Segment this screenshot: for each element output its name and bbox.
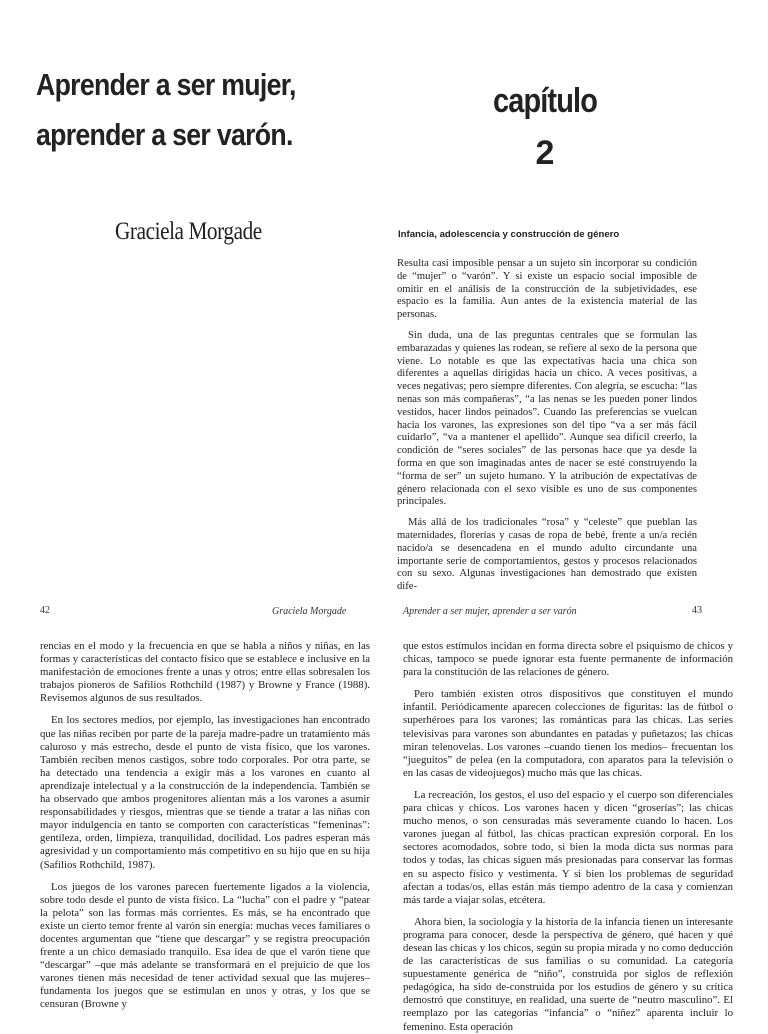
paragraph: Sin duda, una de las preguntas centrales que se formulan las embarazadas y quienes las rodean, se refiere al sexo de la persona que viene. Lo notable es que las expectativas hacia una chica son diferentes a aquellas dirigidas hacia un chico. A veces positivas, a veces negativas; pero siempre diferentes. Con alegría, se escucha: “las nenas son más compañeras”, “a las nenas se les pueden poner lindos vestidos, hacer lindos peinados”. Cuando las preferencias se vuelcan hacia los varones, las expresiones son del tipo “va a ser más fácil cuidarlo”, “va a mantener el apellido”. Aunque sea difícil creerlo, la condición de “seres sociales” de las personas hace que ya desde la forma en que son imaginadas antes de nacer se esté construyendo la “forma de ser” un sujeto humano. Y la atribución de expectativas de género relacionada con el sexo visible es uno de sus componentes principales. [397, 329, 697, 508]
paragraph: Más allá de los tradicionales “rosa” y “celeste” que pueblan las maternidades, florerías y casas de ropa de bebé, frente a un/a recién nacido/a se desencadena en el mundo adulto circundante una importante serie de comportamientos, gestos y procesos relacionados con su sexo. Algunas investigaciones han demostrado que existen dife- [397, 517, 697, 593]
book-title [36, 60, 320, 160]
chapter-label: capítulo [493, 82, 597, 120]
paragraph: La recreación, los gestos, el uso del espacio y el cuerpo son diferenciales para chicas y chicos. Los varones hacen y dicen “groserías”; las chicas mucho menos, o son censuradas más severamente cuando lo hacen. Los varones juegan al fútbol, las chicas practican expresión corporal. En los sectores acomodados, sobre todo, si bien la moda dicta sus normas para todos y todas, las chicas siguen más presionadas para conservar las formas en su aspecto físico y vestimenta. Y si bien los problemas de seguridad afectan a todas/os, ellas están más tiempo adentro de la casa y comienzan más tarde a viajar solas, etcétera. [403, 788, 733, 906]
paragraph: Resulta casi imposible pensar a un sujeto sin incorporar su condición de “mujer” o “varón”. Y si existe un espacio social imposible de omitir en el análisis de la construcción de la subjetividades, ese espacio es la familia. Aun antes de la existencia material de las personas. [397, 258, 697, 321]
page-number-right: 43 [692, 605, 702, 616]
running-head-left: Graciela Morgade [272, 606, 347, 617]
paragraph: En los sectores medios, por ejemplo, las investigaciones han encontrado que las niñas reciben por parte de la pareja madre-padre un tratamiento más caluroso y más estrecho, desde el punto de vista físico, que los varones. También reciben menos castigos, sobre todo corporales. Por otra parte, se ha detectado una tendencia a exigir más a los varones en cuanto al aprendizaje intelectual y a la construcción de la independencia. También se ha observado que ambos progenitores alientan más a los varones a asumir responsabilidades y riesgos, mientras que se tiende a tratar a las niñas con mayor indulgencia en tanto se comporten con características “femeninas”: gentileza, orden, limpieza, tranquilidad, docilidad. Los padres esperan más agresividad y un comportamiento más competitivo en su hijo que en su hija (Safilios Rothchild, 1987). [40, 714, 370, 871]
paragraph: Los juegos de los varones parecen fuertemente ligados a la violencia, sobre todo desde el punto de vista físico. La “lucha” con el padre y “patear la pelota” son las formas más corrientes. Es más, se ha encontrado que existe un cierto temor frente al varón sin energía: muchas veces familiares o docentes argumentan que “tiene que descargar” y se registra preocupación frente a un chico demasiado tranquilo. Esa idea de que el varón tiene que “descargar” –que más adelante se transformará en el prejuicio de que los varones tienen más necesidad de tener actividad sexual que las mujeres– fundamenta los juegos que se estimulan en unos y otras, y los que se censuran (Browne y [40, 880, 370, 1011]
book-title-line-1: Aprender a ser mujer, [36, 67, 296, 102]
page-number-left: 42 [40, 605, 50, 616]
chapter-number: 2 [535, 134, 555, 172]
right-page-text [403, 640, 733, 1033]
section-heading: Infancia, adolescencia y construcción de género [398, 229, 620, 240]
book-title-line-2: aprender a ser varón. [36, 117, 293, 152]
running-head-right: Aprender a ser mujer, aprender a ser varón [403, 606, 577, 617]
left-page-text [40, 640, 370, 1024]
paragraph: que estos estímulos incidan en forma directa sobre el psiquismo de chicos y chicas, tampoco se puede ignorar esta fuente permanente de información para la constitución de las relaciones de género. [403, 640, 733, 679]
paragraph: rencias en el modo y la frecuencia en que se habla a niños y niñas, en las formas y características del contacto físico que se establece e inclusive en la manifestación de emociones frente a unas y otros; entre ellas sobresalen los trabajos pioneros de Safilios Rothchild (1987) y Browne y France (1988). Revisemos algunos de sus resultados. [40, 640, 370, 705]
paragraph: Pero también existen otros dispositivos que constituyen el mundo infantil. Periódicamente aparecen colecciones de figuritas: las de fútbol o superhéroes para los varones; las románticas para las chicas. Las series televisivas para varones son abundantes en patadas y puñetazos; las chicas miran telenovelas. Los varones –cuando tienen los medios– frecuentan los “jueguitos” de pelea (en la computadora, con aparatos para la televisión o en las casas de videojuegos) mucho más que las chicas. [403, 688, 733, 779]
author-name: Graciela Morgade [115, 218, 262, 245]
paragraph: Ahora bien, la sociología y la historia de la infancia tienen un interesante programa para conocer, desde la perspectiva de género, qué hacen y qué desean las chicas y los chicos, según su propia mirada y no como deducción de las características de sus familias o su comunidad. La categoría supuestamente genérica de “niño”, construida por siglos de reflexión pedagógica, ha sido de-construida por los estudios de género y su crítica demostró que constituye, en realidad, una suerte de “neutro masculino”. El reemplazo por las categorías “infancia” o “niñez” aparenta incluir lo femenino. Esta operación [403, 915, 733, 1033]
chapter-heading [470, 78, 620, 178]
section-intro-text [397, 258, 697, 602]
